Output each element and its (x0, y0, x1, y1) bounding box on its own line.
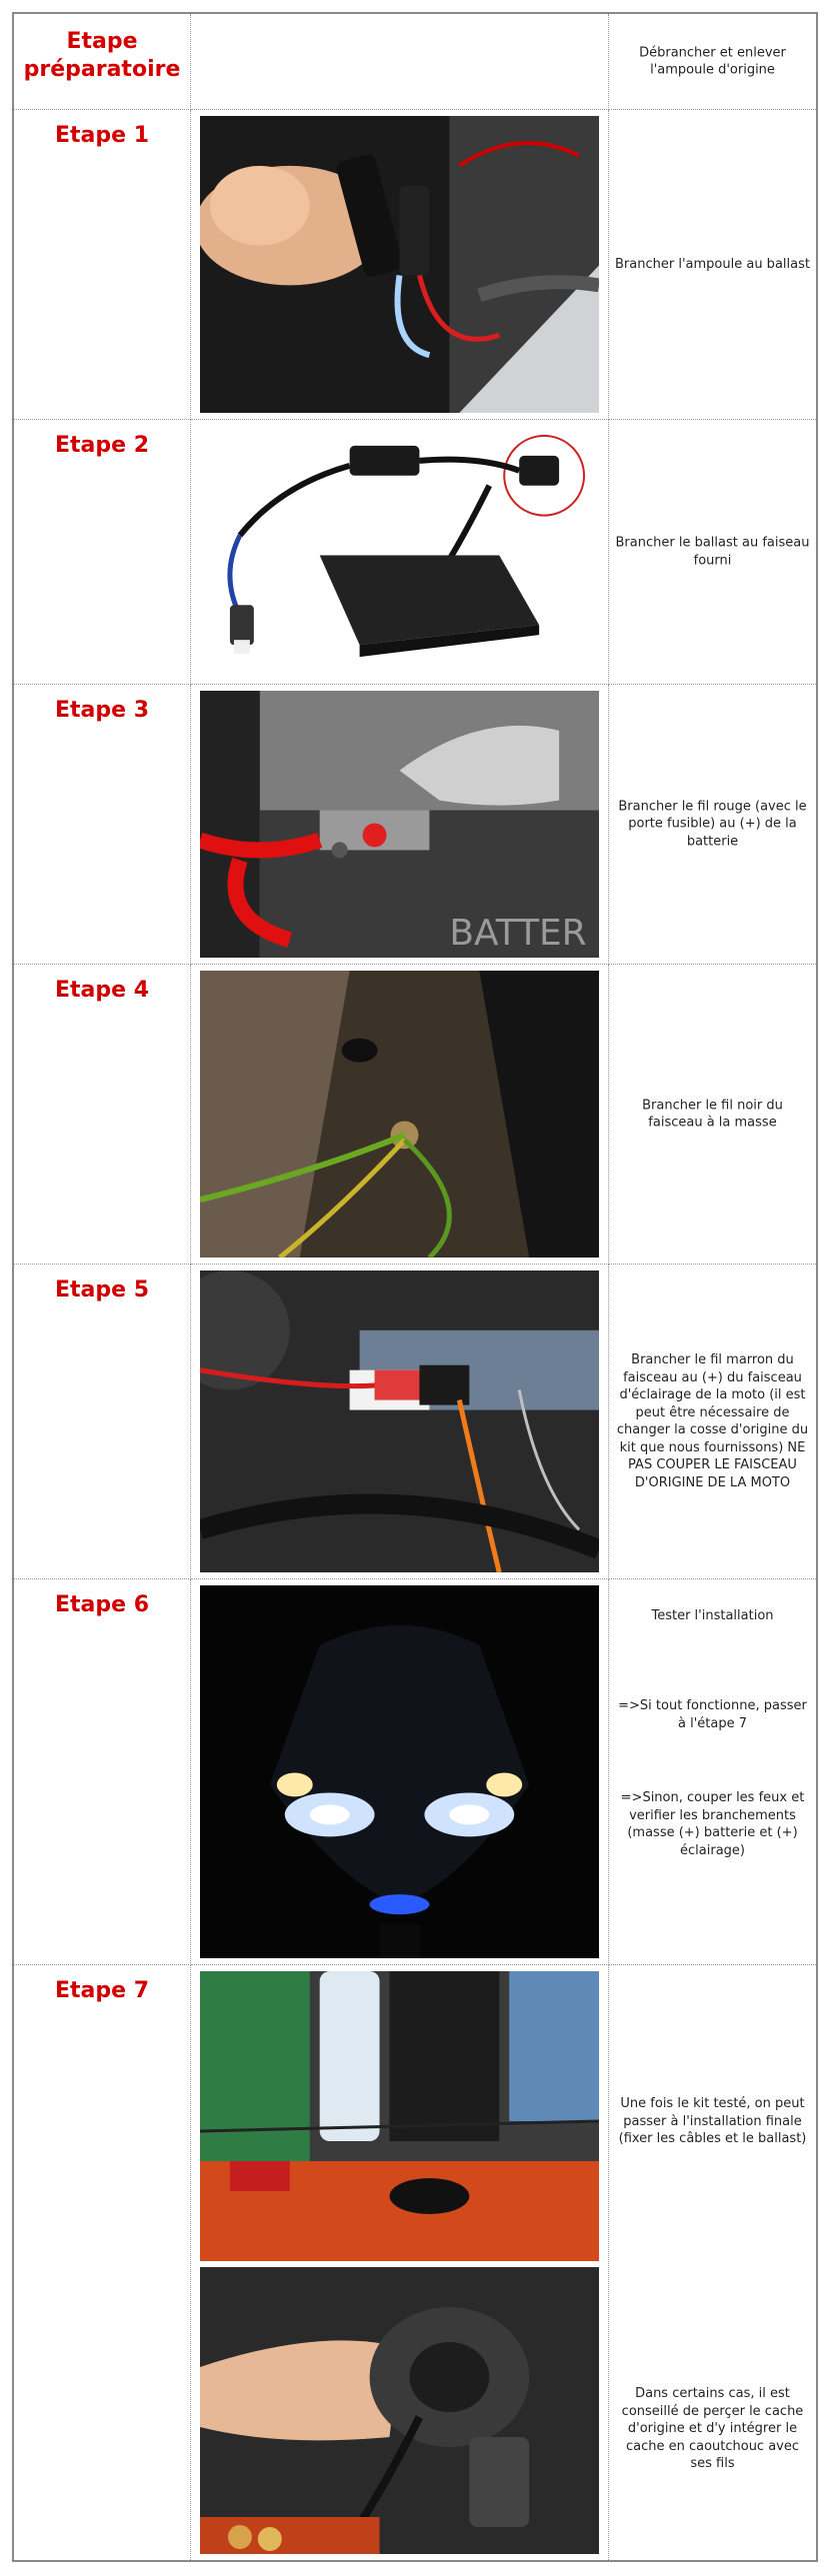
step-description: Brancher le fil marron du faisceau au (+) du faisceau d'éclairage de la moto (il est peut être nécessaire de changer la cosse d'origine du kit que nous fournissons) NE PAS COUPER LE FAISCEAU D'ORIGINE DE LA MOTO (616, 1351, 809, 1490)
step-label: Etape 4 (54, 978, 150, 1003)
image-cell (191, 685, 609, 965)
description-cell (609, 14, 816, 110)
image-cell (191, 14, 609, 110)
step-label-cell (14, 1965, 191, 2560)
step-label-cell (14, 1579, 191, 1965)
image-cell (191, 1965, 609, 2560)
step-description: Débrancher et enlever l'ampoule d'origine (639, 44, 786, 78)
photo-ballast-harness (200, 426, 599, 678)
image-cell (191, 1579, 609, 1965)
step-description-drill: Dans certains cas, il est conseillé de perçer le cache d'origine et d'y intégrer le cache en caoutchouc avec ses fils (621, 2386, 804, 2472)
image-cell (191, 965, 609, 1265)
description-cell (609, 1965, 816, 2560)
step-label-cell (14, 685, 191, 965)
step-label-cell (14, 1265, 191, 1579)
step-label-cell (14, 110, 191, 420)
photo-ground-wire (200, 971, 599, 1258)
step-label-cell (14, 420, 191, 685)
photo-headlights-test (200, 1585, 599, 1958)
description-cell (609, 1265, 816, 1579)
row-step-7 (14, 1965, 816, 2560)
description-cell (609, 1579, 816, 1965)
photo-rubber-cap (200, 2267, 599, 2554)
step-description-final: Une fois le kit testé, on peut passer à l'installation finale (fixer les câbles et le ballast) (618, 2096, 807, 2147)
step-label: Etape 3 (54, 698, 150, 723)
step-label: Etape 7 (54, 1978, 150, 2003)
step-description: Brancher le ballast au faiseau fourni (615, 535, 810, 568)
photo-bulb-ballast (200, 116, 599, 413)
step-description: Brancher le fil noir du faisceau à la masse (642, 1097, 783, 1131)
photo-drilling (200, 1971, 599, 2261)
step-label: Etape 5 (54, 1278, 150, 1302)
row-preparatory (14, 14, 816, 110)
step-label: Etape 1 (54, 123, 150, 148)
battery-lettering: BATTER (449, 913, 587, 955)
photo-brown-wire (200, 1271, 599, 1572)
description-cell (609, 110, 816, 420)
step-label: Etape préparatoire (23, 29, 181, 82)
image-cell (191, 1265, 609, 1579)
step-description-test: Tester l'installation (651, 1608, 774, 1623)
row-step-1 (14, 110, 816, 420)
step-description: Brancher le fil rouge (avec le porte fusible) au (+) de la batterie (618, 799, 807, 850)
description-cell (609, 420, 816, 685)
step-description-success: =>Si tout fonctionne, passer à l'étape 7 (618, 1698, 807, 1731)
description-cell (609, 965, 816, 1265)
image-cell (191, 420, 609, 685)
step-label-cell (14, 14, 191, 110)
row-step-5 (14, 1265, 816, 1579)
step-label-cell (14, 965, 191, 1265)
row-step-3 (14, 685, 816, 965)
image-cell (191, 110, 609, 420)
description-cell (609, 685, 816, 965)
step-description-failure: =>Sinon, couper les feux et verifier les branchements (masse (+) batterie et (+) éclairage) (620, 1790, 805, 1858)
row-step-2 (14, 420, 816, 685)
step-label: Etape 2 (54, 433, 150, 458)
instructions-table (12, 12, 818, 2562)
step-description: Brancher l'ampoule au ballast (615, 256, 810, 272)
row-step-6 (14, 1579, 816, 1965)
step-label: Etape 6 (54, 1592, 150, 1617)
photo-battery-illustration (200, 691, 599, 958)
row-step-4 (14, 965, 816, 1265)
